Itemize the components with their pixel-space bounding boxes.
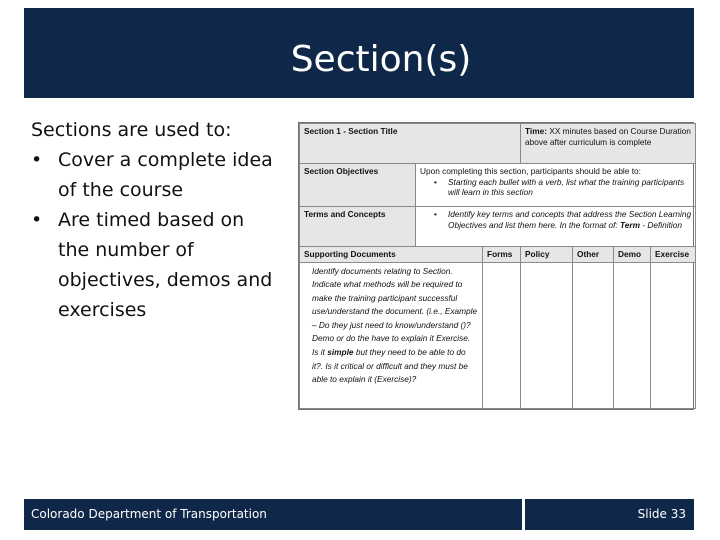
footer-slide-bar (525, 499, 694, 530)
col-demo: Demo (614, 247, 651, 263)
terms-bullet: • Identify key terms and concepts that address the Section Learning Objectives and list them here. In the format of: Term - Definition (434, 209, 692, 230)
slide-body (31, 115, 281, 325)
bullet-icon: • (31, 149, 43, 171)
section-template-form (298, 122, 694, 410)
section-title-cell: Section 1 - Section Title (300, 124, 521, 164)
footer-organization: Colorado Department of Transportation (31, 507, 267, 521)
bullet-list (31, 145, 281, 325)
objectives-cell (416, 164, 696, 207)
time-label: Time: (525, 126, 547, 136)
section-template-table (299, 123, 696, 409)
objectives-bullet: • Starting each bullet with a verb, list what the training participants will learn in this section (434, 176, 685, 197)
bullet-text: Cover a complete idea of the course (58, 149, 273, 201)
time-cell (521, 124, 696, 164)
bullet-text: Are timed based on the number of objectives, demos and exercises (58, 209, 273, 321)
terms-label-cell: Terms and Concepts (300, 207, 416, 247)
supporting-text-cell: Identify documents relating to Section. Indicate what methods will be required to make the training participant successful use/understand the document. (i.e., Example – Do they just need to know/understand ()? Demo or do the have to explain it Exercise. Is it simple but they need to be able to do it?. Is it critical or difficult and they must be able to explain it (Exercise)? (300, 262, 483, 409)
table-row (300, 262, 696, 409)
other-cell (573, 262, 614, 409)
forms-cell (483, 262, 521, 409)
supporting-label-cell: Supporting Documents (300, 247, 483, 263)
col-exercise: Exercise (651, 247, 696, 263)
intro-text: Sections are used to: (31, 119, 232, 141)
table-row (300, 164, 696, 207)
col-other: Other (573, 247, 614, 263)
demo-cell (614, 262, 651, 409)
bullet-item (31, 205, 281, 325)
table-row (300, 124, 696, 164)
objectives-intro: Upon completing this section, participants should be able to: (420, 166, 641, 176)
col-policy: Policy (521, 247, 573, 263)
slide-number: Slide 33 (637, 507, 686, 521)
bullet-icon: • (434, 209, 437, 219)
bullet-icon: • (31, 209, 43, 231)
title-bar (24, 8, 694, 98)
bullet-icon: • (434, 176, 437, 187)
bullet-item (31, 145, 281, 205)
slide-title: Section(s) (290, 39, 472, 80)
table-row (300, 207, 696, 247)
policy-cell (521, 262, 573, 409)
table-row (300, 247, 696, 263)
time-text: XX minutes based on Course Duration above after curriculum is complete (525, 126, 691, 147)
col-forms: Forms (483, 247, 521, 263)
footer-organization-bar (24, 499, 522, 530)
exercise-cell (651, 262, 696, 409)
objectives-label-cell: Section Objectives (300, 164, 416, 207)
terms-cell (416, 207, 696, 247)
